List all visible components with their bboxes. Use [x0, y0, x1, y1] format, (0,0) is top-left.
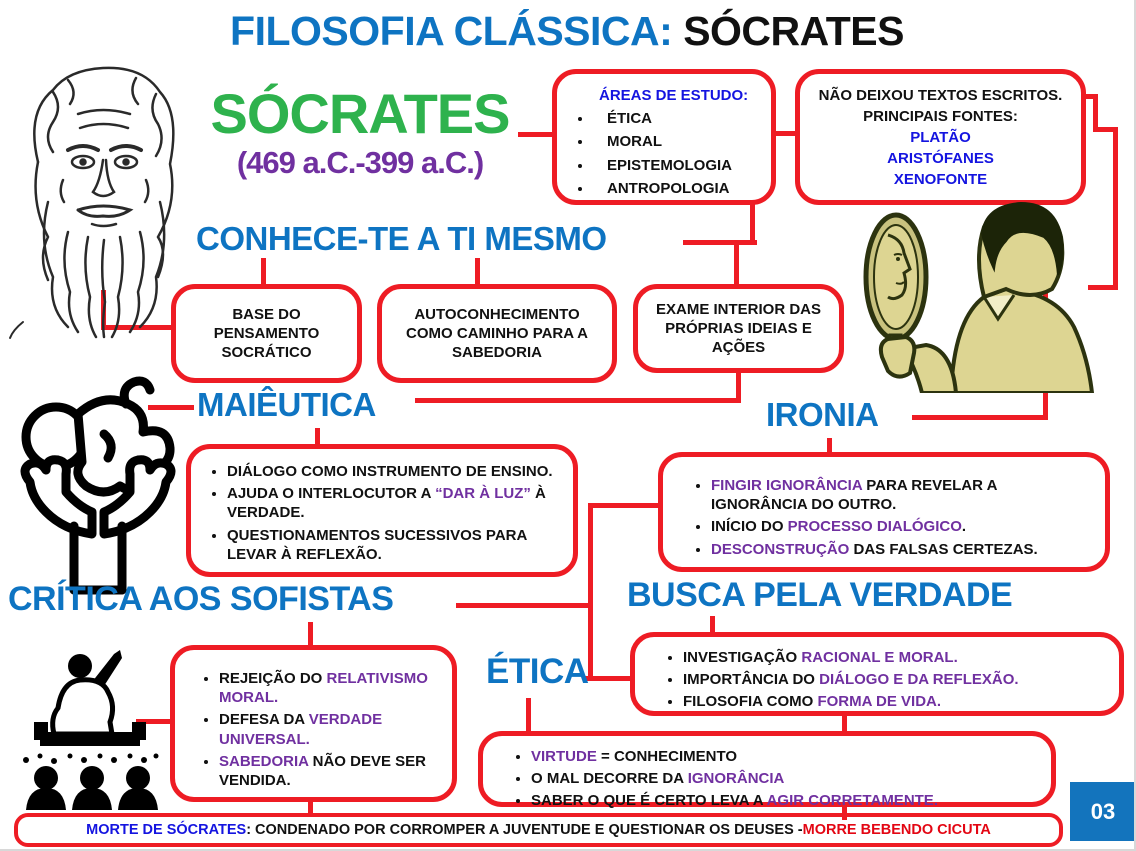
- text-segment: MORAL: [607, 133, 662, 151]
- connector-line: [912, 415, 1048, 420]
- socrates-name: SÓCRATES: [210, 82, 510, 145]
- heading-busca-verdade: BUSCA PELA VERDADE: [627, 576, 1013, 614]
- text-segment: : CONDENADO POR CORROMPER A JUVENTUDE E QUESTIONAR OS DEUSES -: [246, 822, 803, 838]
- sophist-lecturing-crowd-icon: [18, 648, 166, 810]
- bullet-item: [683, 648, 1105, 667]
- bullet-item: [227, 484, 553, 522]
- text-segment: NÃO DEVE SER VENDIDA.: [219, 752, 426, 789]
- text-segment: .: [961, 518, 967, 536]
- sophist-illustration: [18, 648, 166, 810]
- text-segment: FORMA DE VIDA.: [817, 693, 942, 711]
- text-segment: REJEIÇÃO DO: [219, 670, 327, 687]
- text-segment: RELATIVISMO MORAL.: [219, 670, 428, 707]
- connector-line: [588, 503, 660, 508]
- text-line: NÃO DEIXOU TEXTOS ESCRITOS.: [818, 86, 1063, 104]
- bullet-item: [227, 462, 553, 481]
- bullet-item: [711, 517, 1055, 536]
- bullet-item: [219, 752, 438, 790]
- text-segment: EPISTEMOLOGIA: [607, 156, 733, 174]
- areas-box-list: [569, 109, 763, 198]
- text-segment: DEFESA DA: [219, 711, 309, 729]
- maieutica-list: [203, 462, 553, 564]
- connector-line: [842, 713, 847, 733]
- text-segment: SÓCRATES: [683, 8, 904, 54]
- connector-line: [308, 622, 313, 647]
- bullet-item: [531, 747, 1037, 766]
- sofistas-list: [195, 669, 438, 790]
- heading-conhece-te: CONHECE-TE A TI MESMO: [196, 220, 607, 257]
- text-line: PLATÃO: [910, 128, 971, 146]
- page-number-badge: 03: [1070, 782, 1136, 841]
- exame-interior-box: EXAME INTERIOR DAS PRÓPRIAS IDEIAS E AÇÕES: [633, 284, 844, 373]
- text-segment: À VERDADE.: [227, 485, 546, 522]
- text-segment: QUESTIONAMENTOS SUCESSIVOS PARA LEVAR À REFLEXÃO.: [227, 526, 527, 563]
- etica-list: [507, 747, 1037, 811]
- text-segment: “DAR À LUZ”: [435, 485, 531, 503]
- bullet-item: [683, 692, 1105, 711]
- areas-box-title: ÁREAS DE ESTUDO:: [599, 87, 749, 104]
- text-segment: ÉTICA: [607, 110, 652, 128]
- text-segment: PARA REVELAR A IGNORÂNCIA DO OUTRO.: [711, 477, 997, 514]
- heading-ironia: IRONIA: [766, 396, 879, 433]
- text-segment: DIÁLOGO E DA REFLEXÃO.: [819, 671, 1019, 689]
- text-segment: INÍCIO DO: [711, 518, 788, 536]
- connector-line: [683, 240, 757, 245]
- heading-critica-sofistas: CRÍTICA AOS SOFISTAS: [8, 580, 394, 618]
- text-segment: RACIONAL E MORAL.: [801, 649, 958, 666]
- bullet-item: [683, 670, 1105, 689]
- text-segment: INVESTIGAÇÃO: [683, 649, 802, 666]
- connector-line: [526, 698, 531, 734]
- text-segment: FILOSOFIA CLÁSSICA:: [230, 8, 684, 54]
- socrates-portrait-illustration: [8, 52, 198, 342]
- bullet-item: [227, 526, 553, 564]
- connector-line: [456, 603, 592, 608]
- bullet-item: [531, 769, 1037, 788]
- baby-in-hands-illustration: [8, 374, 188, 600]
- heading-etica: ÉTICA: [486, 652, 589, 691]
- text-line: ARISTÓFANES: [887, 149, 994, 167]
- connector-line: [261, 258, 266, 287]
- bullet-item: [593, 109, 763, 128]
- text-segment: SABEDORIA: [219, 752, 309, 770]
- page-title: [0, 8, 1134, 55]
- baby-held-in-hands-icon: [8, 374, 188, 600]
- busca-list: [659, 648, 1105, 712]
- text-segment: = CONHECIMENTO: [596, 748, 737, 765]
- bullet-item: [711, 540, 1055, 559]
- bullet-item: [219, 710, 438, 748]
- text-segment: FILOSOFIA COMO: [683, 693, 818, 711]
- intro-block: [190, 82, 530, 180]
- base-pensamento-box: BASE DO PENSAMENTO SOCRÁTICO: [171, 284, 362, 383]
- connector-line: [1113, 127, 1118, 290]
- autoconhecimento-box: AUTOCONHECIMENTO COMO CAMINHO PARA A SABEDORIA: [377, 284, 617, 383]
- socrates-portrait-line-art: [8, 52, 198, 342]
- connector-line: [734, 240, 739, 287]
- fontes-box: [795, 69, 1086, 205]
- morte-socrates-bar: [14, 813, 1063, 847]
- text-segment: AJUDA O INTERLOCUTOR A: [227, 485, 436, 503]
- text-line: PRINCIPAIS FONTES:: [863, 107, 1018, 125]
- text-segment: IGNORÂNCIA: [687, 770, 785, 788]
- text-segment: VERDADE UNIVERSAL.: [219, 711, 383, 748]
- text-segment: MORRE BEBENDO CICUTA: [802, 822, 991, 838]
- text-segment: DIÁLOGO COMO INSTRUMENTO DE ENSINO.: [227, 463, 553, 480]
- bullet-item: [219, 669, 438, 707]
- ironia-list: [687, 476, 1055, 559]
- heading-maieutica: MAIÊUTICA: [197, 386, 376, 423]
- connector-line: [585, 676, 633, 681]
- text-segment: DESCONSTRUÇÃO: [711, 540, 850, 558]
- text-segment: MORTE DE SÓCRATES: [86, 822, 247, 838]
- text-segment: VIRTUDE: [531, 748, 597, 765]
- areas-de-estudo-box: [552, 69, 776, 205]
- text-segment: FINGIR IGNORÂNCIA: [711, 477, 863, 494]
- text-segment: PROCESSO DIALÓGICO: [787, 518, 962, 536]
- bullet-item: [593, 156, 763, 175]
- maieutica-box: [186, 444, 578, 577]
- socrates-dates: (469 a.C.-399 a.C.): [236, 145, 484, 180]
- text-segment: IMPORTÂNCIA DO: [683, 671, 820, 689]
- text-segment: AGIR CORRETAMENTE.: [766, 792, 938, 810]
- connector-line: [475, 258, 480, 287]
- mirror-man-illustration: [856, 197, 1094, 393]
- bullet-item: [593, 179, 763, 198]
- etica-box: [478, 731, 1056, 810]
- busca-verdade-box: [630, 632, 1124, 716]
- text-segment: O MAL DECORRE DA: [531, 770, 688, 788]
- man-looking-in-hand-mirror: [856, 197, 1094, 393]
- bullet-item: [711, 476, 1055, 514]
- ironia-box: [658, 452, 1110, 572]
- text-segment: ANTROPOLOGIA: [607, 179, 730, 197]
- connector-line: [750, 203, 755, 245]
- connector-line: [415, 398, 740, 403]
- sofistas-box: [170, 645, 457, 802]
- text-segment: SABER O QUE É CERTO LEVA A: [531, 792, 767, 810]
- text-line: XENOFONTE: [893, 170, 988, 188]
- bullet-item: [593, 132, 763, 151]
- text-segment: DAS FALSAS CERTEZAS.: [849, 540, 1038, 558]
- bullet-item: [531, 791, 1037, 810]
